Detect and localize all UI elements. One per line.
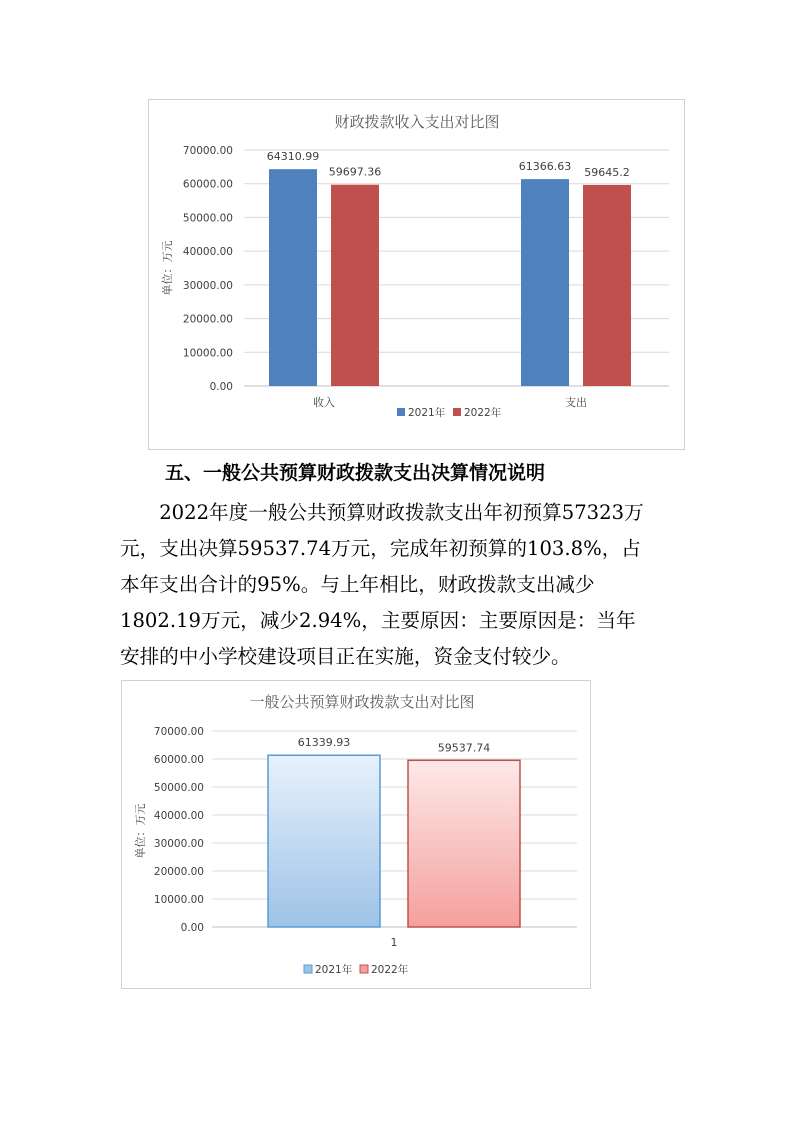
paragraph-line-4: 1802.19万元，减少2.94%，主要原因：主要原因是：当年 (120, 609, 636, 632)
y-axis-label: 单位：万元 (161, 240, 174, 296)
legend-swatch (397, 408, 405, 416)
bar-2021年 (521, 179, 569, 386)
y-tick-label: 0.00 (180, 922, 204, 934)
legend-label: 2022年 (464, 407, 502, 419)
bar-2022年 (583, 185, 631, 386)
legend-label: 2022年 (371, 964, 409, 976)
section-heading: 五、一般公共预算财政拨款支出决算情况说明 (165, 462, 546, 484)
y-tick-label: 40000.00 (182, 246, 233, 259)
y-tick-label: 20000.00 (153, 866, 204, 878)
y-tick-label: 30000.00 (182, 279, 233, 292)
data-label: 61366.63 (518, 160, 572, 174)
y-tick-label: 30000.00 (153, 838, 204, 850)
chart-title: 财政拨款收入支出对比图 (334, 113, 500, 131)
y-tick-label: 40000.00 (153, 810, 204, 822)
x-category-label: 1 (390, 936, 398, 949)
bar-2021年 (269, 169, 317, 386)
data-label: 64310.99 (266, 150, 320, 164)
y-tick-label: 70000.00 (153, 726, 204, 738)
y-tick-label: 60000.00 (153, 754, 204, 766)
x-category-label: 收入 (313, 396, 335, 409)
x-category-label: 支出 (565, 396, 587, 409)
y-tick-label: 70000.00 (182, 145, 233, 157)
bar-2021年 (268, 755, 380, 927)
y-tick-label: 10000.00 (153, 894, 204, 906)
legend-swatch (304, 965, 312, 973)
legend-label: 2021年 (315, 964, 353, 976)
legend-label: 2021年 (408, 407, 446, 419)
data-label: 59537.74 (437, 741, 491, 755)
legend-swatch (360, 965, 368, 973)
y-axis-label: 单位：万元 (134, 803, 147, 859)
data-label: 59697.36 (328, 165, 382, 179)
data-label: 59645.2 (584, 165, 630, 179)
paragraph-line-5: 安排的中小学校建设项目正在实施，资金支付较少。 (120, 645, 571, 668)
chart-title: 一般公共预算财政拨款支出对比图 (249, 693, 475, 711)
chart-revenue-expenditure (148, 99, 685, 450)
chart-budget-expenditure-svg (122, 681, 592, 990)
paragraph-line-3: 本年支出合计的95%。与上年相比，财政拨款支出减少 (120, 573, 595, 596)
bar-2022年 (408, 760, 520, 927)
chart-budget-expenditure (121, 680, 591, 989)
y-tick-label: 20000.00 (182, 313, 233, 326)
y-tick-label: 50000.00 (182, 212, 233, 225)
chart-revenue-expenditure-svg (149, 100, 686, 451)
bar-2022年 (331, 185, 379, 386)
y-tick-label: 60000.00 (182, 178, 233, 191)
data-label: 61339.93 (297, 736, 351, 750)
legend-swatch (453, 408, 461, 416)
y-tick-label: 0.00 (209, 381, 233, 393)
section-paragraph (120, 495, 680, 675)
y-tick-label: 10000.00 (182, 347, 233, 360)
paragraph-line-2: 元，支出决算59537.74万元，完成年初预算的103.8%，占 (120, 537, 641, 560)
y-tick-label: 50000.00 (153, 782, 204, 794)
paragraph-line-1: 2022年度一般公共预算财政拨款支出年初预算57323万 (159, 501, 644, 524)
